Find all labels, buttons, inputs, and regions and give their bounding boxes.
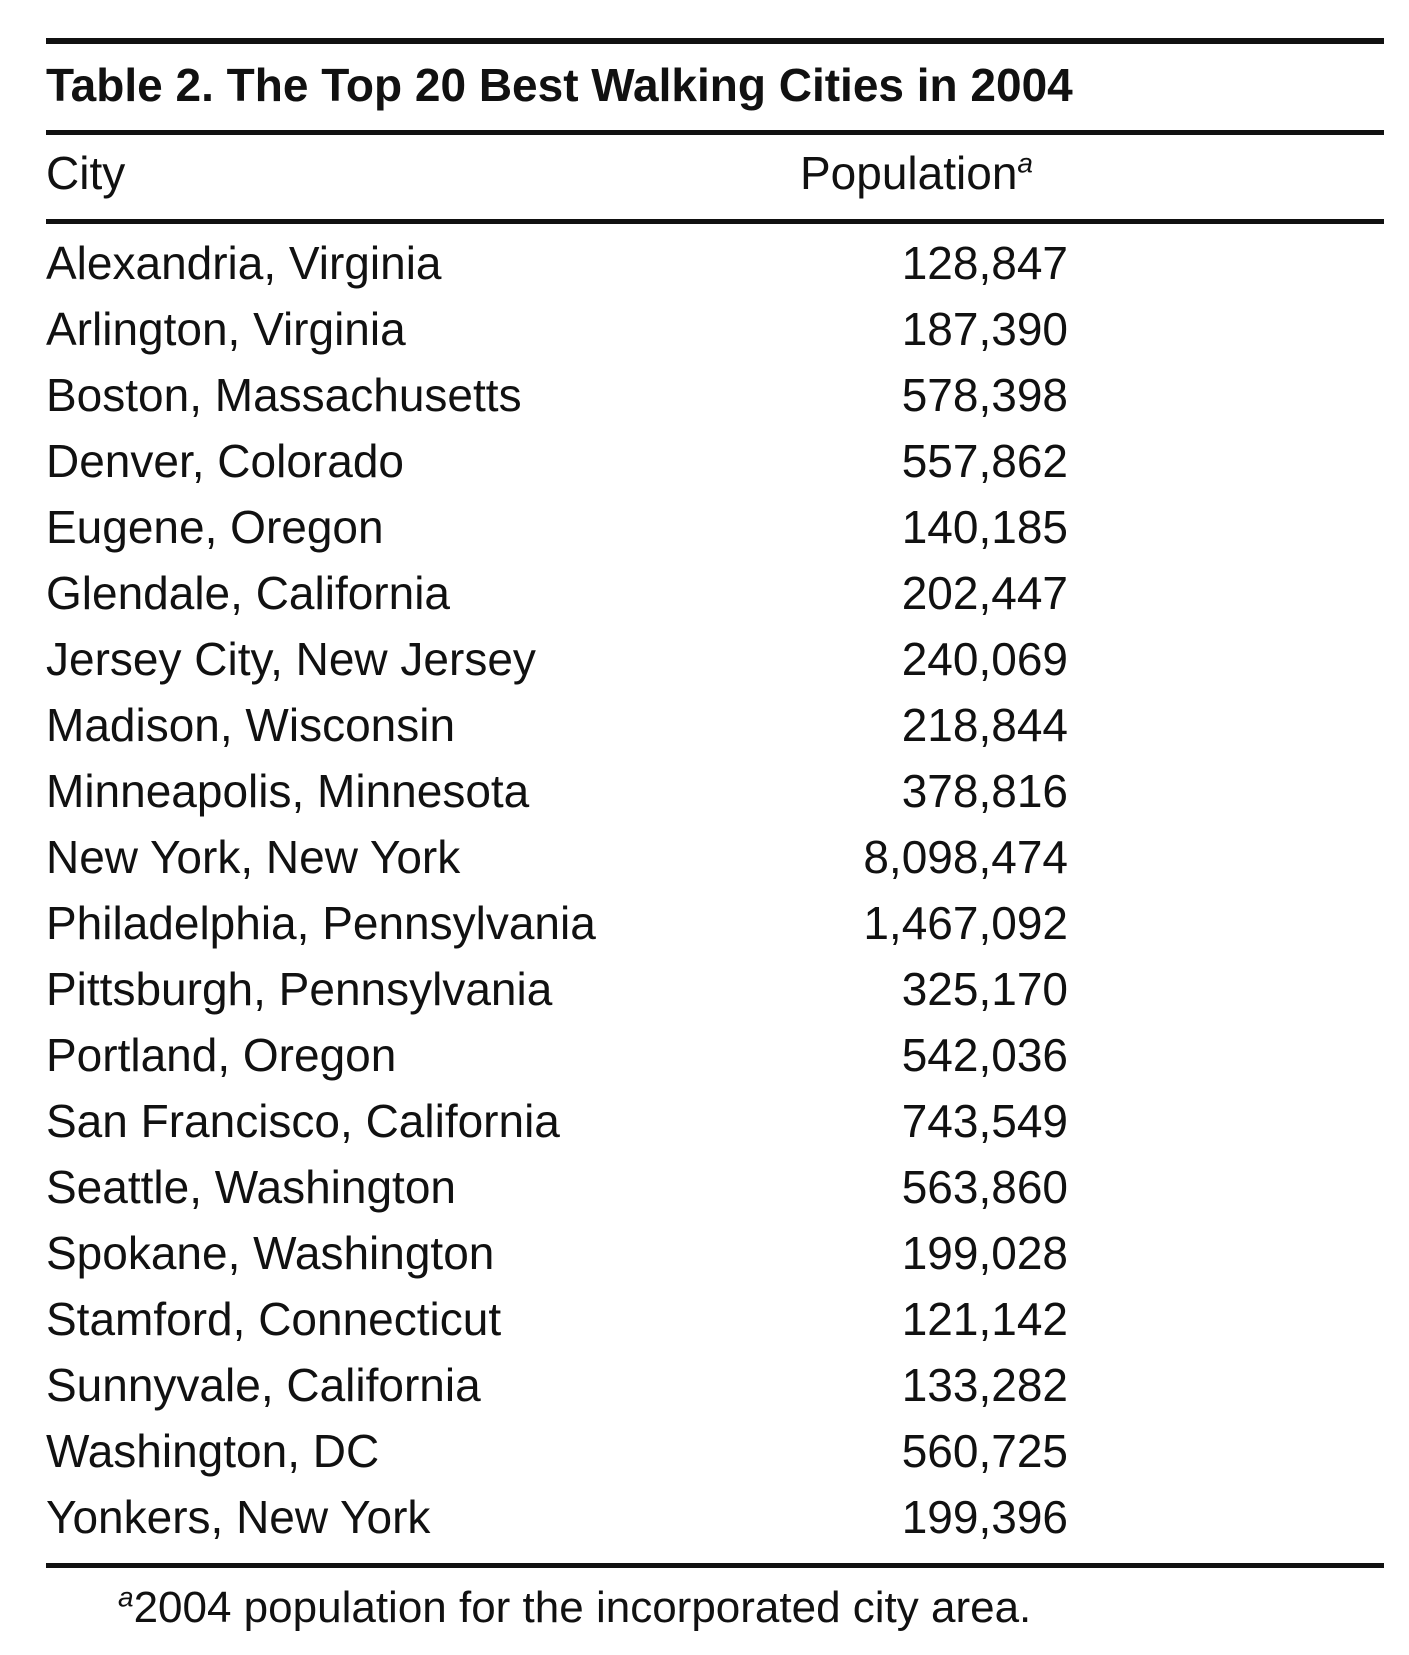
city-cell: Minneapolis, Minnesota bbox=[46, 765, 530, 817]
city-cell: Spokane, Washington bbox=[46, 1227, 495, 1279]
city-cell: Denver, Colorado bbox=[46, 435, 404, 487]
table-row bbox=[46, 1022, 1384, 1088]
population-cell: 133,282 bbox=[901, 1359, 1068, 1411]
table-row bbox=[46, 1418, 1384, 1484]
table-row bbox=[46, 758, 1384, 824]
table-row bbox=[46, 956, 1384, 1022]
city-cell: Washington, DC bbox=[46, 1425, 380, 1477]
population-cell: 199,028 bbox=[901, 1227, 1068, 1279]
footnote-marker: a bbox=[118, 1581, 134, 1613]
table-row bbox=[46, 1352, 1384, 1418]
table-title: Table 2. The Top 20 Best Walking Cities in 2004 bbox=[46, 59, 1073, 111]
table-row bbox=[46, 890, 1384, 956]
population-cell: 240,069 bbox=[901, 633, 1068, 685]
population-cell: 218,844 bbox=[901, 699, 1068, 751]
population-cell: 1,467,092 bbox=[863, 897, 1068, 949]
table-row bbox=[46, 362, 1384, 428]
population-cell: 557,862 bbox=[901, 435, 1068, 487]
table-row bbox=[46, 1154, 1384, 1220]
population-cell: 578,398 bbox=[901, 369, 1068, 421]
city-cell: Boston, Massachusetts bbox=[46, 369, 522, 421]
header-rule bbox=[46, 219, 1384, 224]
population-cell: 563,860 bbox=[901, 1161, 1068, 1213]
city-cell: Madison, Wisconsin bbox=[46, 699, 456, 751]
table-body bbox=[46, 230, 1384, 1550]
column-header-city: City bbox=[46, 147, 126, 199]
city-cell: Philadelphia, Pennsylvania bbox=[46, 897, 596, 949]
city-cell: Alexandria, Virginia bbox=[46, 237, 442, 289]
footnote-text: 2004 population for the incorporated city area. bbox=[133, 1583, 1032, 1632]
table-row bbox=[46, 296, 1384, 362]
table-row bbox=[46, 428, 1384, 494]
population-cell: 199,396 bbox=[901, 1491, 1068, 1543]
table-row bbox=[46, 824, 1384, 890]
city-cell: Pittsburgh, Pennsylvania bbox=[46, 963, 553, 1015]
population-cell: 8,098,474 bbox=[863, 831, 1068, 883]
title-rule bbox=[46, 130, 1384, 135]
city-cell: San Francisco, California bbox=[46, 1095, 560, 1147]
table-row bbox=[46, 230, 1384, 296]
column-header-population bbox=[800, 140, 1033, 206]
table-row bbox=[46, 560, 1384, 626]
footnote-marker: a bbox=[1017, 147, 1033, 179]
city-cell: Eugene, Oregon bbox=[46, 501, 384, 553]
table-row bbox=[46, 1220, 1384, 1286]
column-header-population-label: Population bbox=[800, 147, 1018, 199]
city-cell: Sunnyvale, California bbox=[46, 1359, 481, 1411]
table-row bbox=[46, 1484, 1384, 1550]
city-cell: Jersey City, New Jersey bbox=[46, 633, 536, 685]
city-cell: Yonkers, New York bbox=[46, 1491, 431, 1543]
population-cell: 202,447 bbox=[901, 567, 1068, 619]
table-row bbox=[46, 494, 1384, 560]
population-cell: 187,390 bbox=[901, 303, 1068, 355]
table-row bbox=[46, 1286, 1384, 1352]
population-cell: 378,816 bbox=[901, 765, 1068, 817]
city-cell: New York, New York bbox=[46, 831, 461, 883]
city-cell: Portland, Oregon bbox=[46, 1029, 397, 1081]
table-row bbox=[46, 1088, 1384, 1154]
population-cell: 542,036 bbox=[901, 1029, 1068, 1081]
population-cell: 128,847 bbox=[901, 237, 1068, 289]
table-row bbox=[46, 692, 1384, 758]
population-cell: 743,549 bbox=[901, 1095, 1068, 1147]
city-cell: Arlington, Virginia bbox=[46, 303, 406, 355]
population-cell: 560,725 bbox=[901, 1425, 1068, 1477]
bottom-rule bbox=[46, 1563, 1384, 1568]
top-rule bbox=[46, 38, 1384, 44]
city-cell: Glendale, California bbox=[46, 567, 451, 619]
population-cell: 325,170 bbox=[901, 963, 1068, 1015]
population-cell: 121,142 bbox=[901, 1293, 1068, 1345]
population-cell: 140,185 bbox=[901, 501, 1068, 553]
table-footnote bbox=[118, 1575, 1031, 1641]
city-cell: Seattle, Washington bbox=[46, 1161, 456, 1213]
table-row bbox=[46, 626, 1384, 692]
city-cell: Stamford, Connecticut bbox=[46, 1293, 502, 1345]
